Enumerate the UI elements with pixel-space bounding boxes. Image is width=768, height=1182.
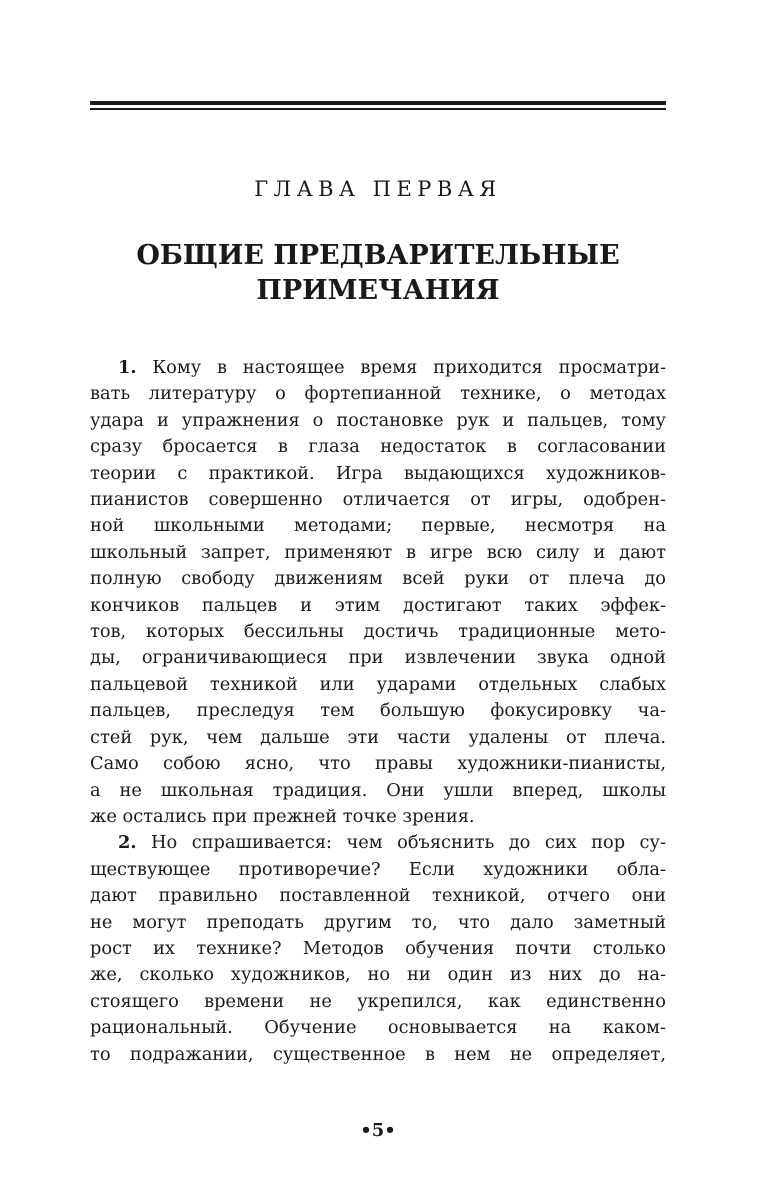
paragraph-line: полную свободу движениям всей руки от плеча до: [90, 568, 666, 590]
paragraph-line: ной школьными методами; первые, несмотря на: [90, 515, 666, 537]
paragraph-line: 1. Кому в настоящее время приходится просматри-: [118, 357, 666, 378]
paragraph-line: тов, которых бессильны достичь традиционные мето-: [90, 621, 666, 643]
header-rule-thin: [90, 108, 666, 110]
paragraph-1: [90, 355, 666, 830]
chapter-title-line: ПРИМЕЧАНИЯ: [256, 275, 500, 306]
paragraph-line: пальцевой техникой или ударами отдельных слабых: [90, 673, 666, 695]
chapter-title: [90, 238, 666, 308]
paragraph-line: ществующее противоречие? Если художники обла-: [90, 858, 666, 880]
body-text: [90, 355, 666, 1068]
paragraph-line: ды, ограничивающиеся при извлечении звука одной: [90, 647, 666, 669]
paragraph-line: не могут преподать другим то, что дало заметный: [90, 911, 666, 933]
chapter-label: ГЛАВА ПЕРВАЯ: [254, 177, 502, 201]
paragraph-line: рост их технике? Методов обучения почти столько: [90, 937, 666, 959]
paragraph-line: удара и упражнения о постановке рук и пальцев, тому: [90, 409, 666, 431]
paragraph-line: пианистов совершенно отличается от игры, одобрен-: [90, 489, 666, 511]
paragraph-number: 2.: [118, 832, 137, 854]
paragraph-line: рациональный. Обучение основывается на каком-: [90, 1017, 666, 1039]
chapter-title-line: ОБЩИЕ ПРЕДВАРИТЕЛЬНЫЕ: [136, 240, 620, 271]
paragraph-line: то подражании, существенное в нем не определяет,: [90, 1043, 666, 1065]
paragraph-line: теории с практикой. Игра выдающихся художников-: [90, 462, 666, 484]
paragraph-line: 2. Но спрашивается: чем объяснить до сих пор су-: [118, 832, 666, 854]
paragraph-line: кончиков пальцев и этим достигают таких эффек-: [90, 594, 666, 616]
paragraph-line: сразу бросается в глаза недостаток в согласовании: [90, 436, 666, 458]
paragraph-line: стоящего времени не укрепился, как единственно: [90, 990, 666, 1012]
paragraph-line: школьный запрет, применяют в игре всю силу и дают: [90, 541, 666, 563]
paragraph-number: 1.: [118, 357, 137, 378]
paragraph-line: стей рук, чем дальше эти части удалены от плеча.: [90, 726, 666, 748]
paragraph-line: вать литературу о фортепианной технике, о методах: [90, 383, 666, 405]
page-number: •5•: [360, 1120, 396, 1141]
paragraph-2: [90, 830, 666, 1068]
paragraph-line: же остались при прежней точке зрения.: [90, 805, 475, 827]
book-page: [90, 0, 666, 1182]
paragraph-line: же, сколько художников, но ни один из них до на-: [90, 964, 666, 986]
paragraph-line: а не школьная традиция. Они ушли вперед, школы: [90, 779, 666, 801]
paragraph-line: Само собою ясно, что правы художники-пианисты,: [90, 753, 666, 775]
header-rule-thick: [90, 101, 666, 105]
paragraph-line: дают правильно поставленной техникой, отчего они: [90, 885, 666, 907]
paragraph-line: пальцев, преследуя тем большую фокусировку ча-: [90, 700, 666, 722]
